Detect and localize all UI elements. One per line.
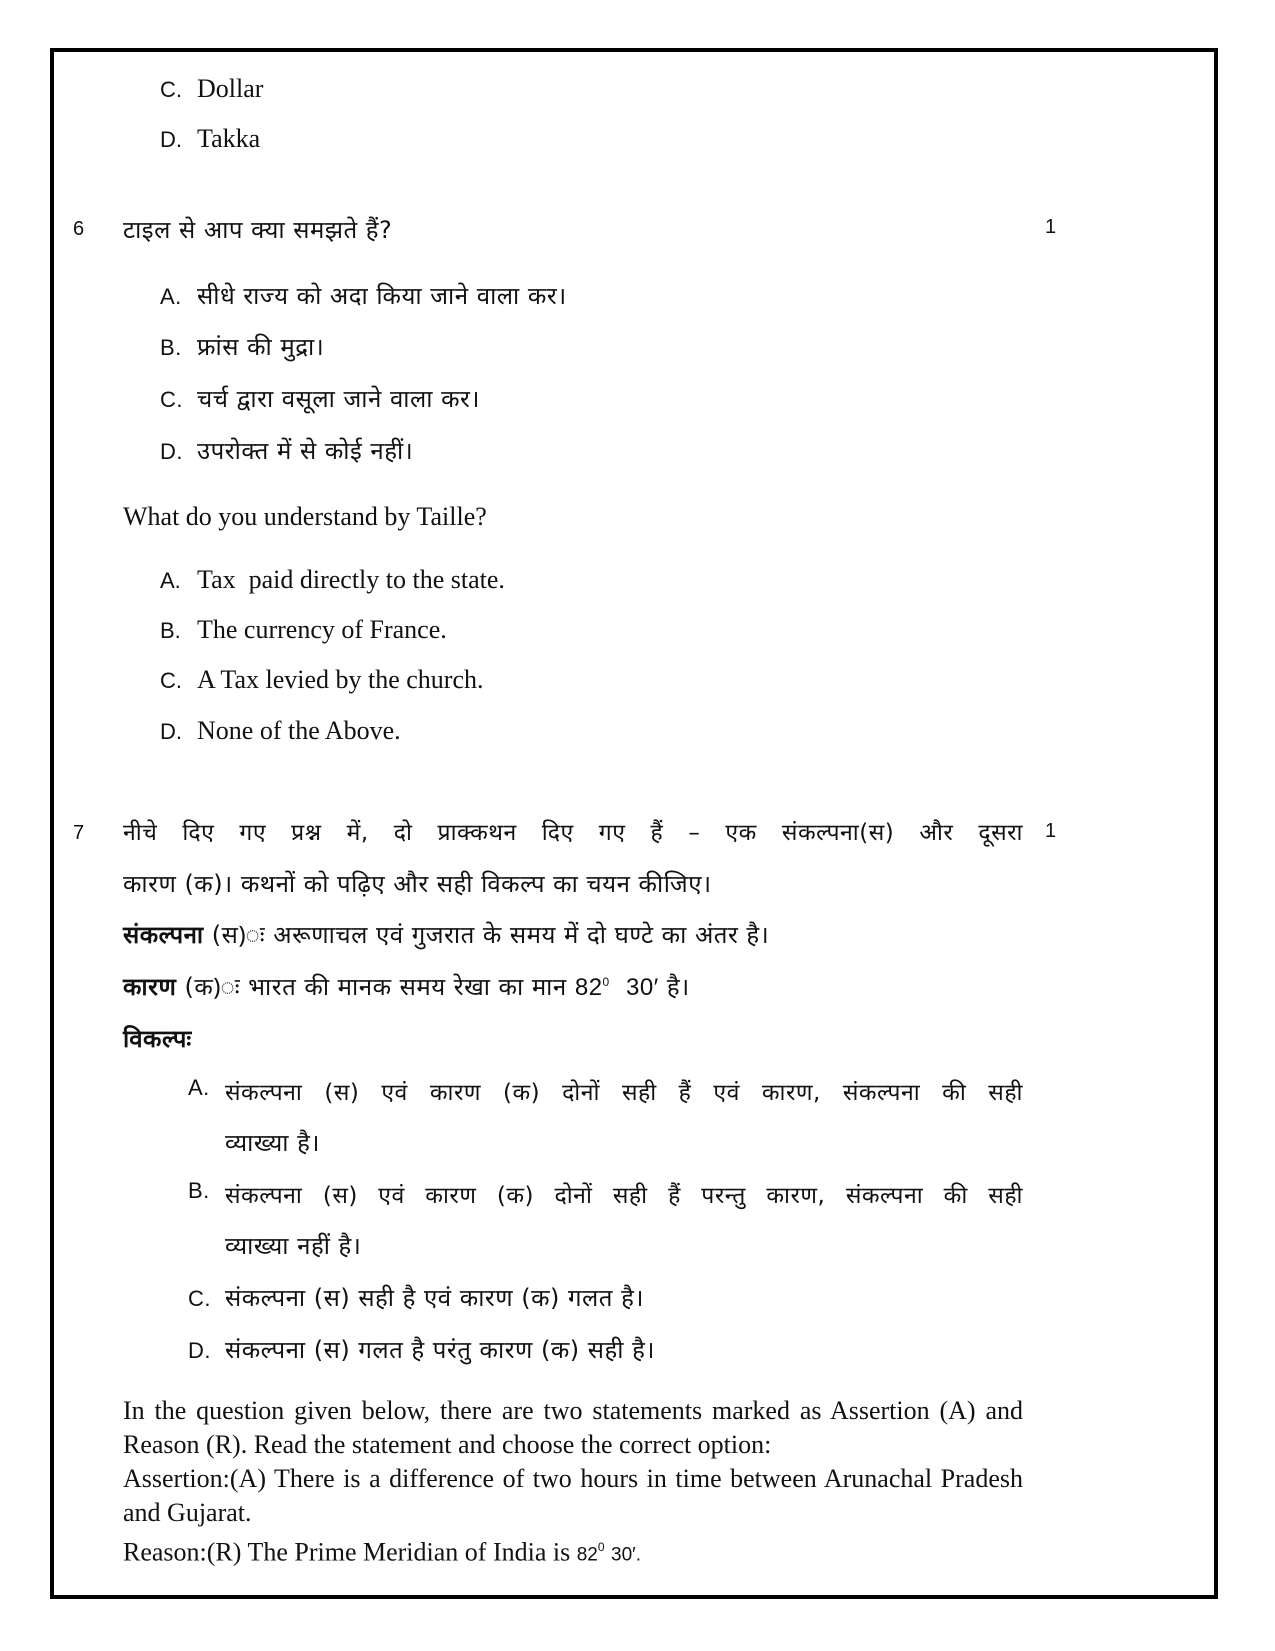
q7-hindi-option-a	[188, 1075, 1023, 1107]
q7-hindi-reason	[123, 970, 690, 1003]
q7-hindi-option-a-cont: व्याख्या है।	[225, 1129, 320, 1157]
degree-symbol: 0	[597, 1540, 605, 1554]
q7-hindi-option-b-cont: व्याख्या नहीं है।	[225, 1232, 362, 1260]
q6-english-option-a	[160, 565, 505, 595]
option-letter: A.	[160, 284, 182, 309]
q6-hindi-question: टाइल से आप क्या समझते हैं?	[123, 216, 393, 244]
q7-hindi-intro-line2: कारण (क)। कथनों को पढ़िए और सही विकल्प का चयन कीजिए।	[123, 870, 712, 898]
q7-hindi-intro-line1: नीचे दिए गए प्रश्न में, दो प्राक्कथन दिए गए हैं – एक संकल्पना(स) और दूसरा	[123, 820, 1023, 846]
q6-english-option-d	[160, 716, 401, 746]
q7-english-assertion: Assertion:(A) There is a difference of two hours in time between Arunachal Pradesh and Gujarat.	[123, 1464, 1023, 1527]
option-text: संकल्पना (स) एवं कारण (क) दोनों सही हैं एवं कारण, संकल्पना की सही	[225, 1080, 1023, 1106]
q7-english-reason	[123, 1530, 1023, 1573]
option-letter: D.	[160, 439, 183, 464]
option-text: Dollar	[197, 74, 264, 103]
option-letter: C.	[160, 387, 183, 412]
reason-label: कारण	[123, 973, 177, 1001]
question-number: 6	[73, 218, 85, 240]
q6-hindi-option-a	[160, 279, 567, 312]
q6-hindi-option-c	[160, 382, 480, 415]
option-text: उपरोक्त में से कोई नहीं।	[197, 437, 414, 465]
q6-hindi-option-b	[160, 330, 324, 363]
q7-hindi-assertion	[123, 918, 769, 951]
q6-english-option-c	[160, 665, 484, 695]
option-letter: C.	[160, 668, 182, 693]
option-text: फ्रांस की मुद्रा।	[197, 333, 325, 361]
reason-text: (क)ः भारत की मानक समय रेखा का मान	[176, 973, 575, 1001]
option-text: A Tax levied by the church.	[197, 665, 484, 694]
option-letter: B.	[160, 618, 181, 643]
option-d-takka	[160, 124, 260, 154]
reason-text-end: है।	[658, 973, 690, 1001]
option-letter: A.	[160, 568, 181, 593]
option-text: सीधे राज्य को अदा किया जाने वाला कर।	[197, 282, 567, 310]
q7-english-text	[123, 1394, 1023, 1573]
option-letter: C.	[160, 77, 182, 102]
option-c-dollar	[160, 74, 263, 104]
q7-hindi-option-c	[188, 1281, 644, 1314]
option-text: चर्च द्वारा वसूला जाने वाला कर।	[197, 385, 480, 413]
option-text: The currency of France.	[197, 615, 447, 644]
option-letter: A.	[188, 1075, 210, 1100]
option-text: संकल्पना (स) एवं कारण (क) दोनों सही हैं परन्तु कारण, संकल्पना की सही	[225, 1183, 1023, 1209]
option-letter: B.	[160, 335, 182, 360]
option-letter: B.	[188, 1178, 210, 1203]
assertion-label: संकल्पना	[123, 921, 204, 949]
option-text: संकल्पना (स) सही है एवं कारण (क) गलत है।	[225, 1284, 644, 1312]
q6-english-option-b	[160, 615, 447, 645]
q6-english-question: What do you understand by Taille?	[123, 502, 487, 531]
question-number: 7	[73, 822, 85, 844]
degree-symbol: 0	[602, 975, 610, 989]
option-letter: C.	[188, 1286, 211, 1311]
q7-options-label: विकल्पः	[123, 1025, 192, 1053]
reason-degree: 82	[576, 1544, 598, 1566]
option-letter: D.	[160, 719, 182, 744]
reason-text: Reason:(R) The Prime Meridian of India is	[123, 1537, 577, 1567]
reason-minutes: 30′.	[611, 1544, 642, 1566]
option-text: संकल्पना (स) गलत है परंतु कारण (क) सही है।	[225, 1336, 655, 1364]
option-letter: D.	[160, 127, 182, 152]
option-text: Tax paid directly to the state.	[197, 565, 505, 594]
reason-degree: 82	[574, 974, 603, 1001]
option-letter: D.	[188, 1338, 211, 1363]
reason-minutes: 30′	[626, 974, 659, 1001]
q6-hindi-option-d	[160, 434, 413, 467]
question-marks: 1	[1045, 216, 1057, 238]
q7-hindi-option-b	[188, 1178, 1023, 1210]
question-marks: 1	[1045, 820, 1057, 842]
option-text: None of the Above.	[197, 716, 401, 745]
q7-english-intro: In the question given below, there are two statements marked as Assertion (A) and Reason (R). Read the statement and choose the correct option:	[123, 1396, 1023, 1459]
option-text: Takka	[197, 124, 261, 153]
assertion-text: (स)ः अरूणाचल एवं गुजरात के समय में दो घण्टे का अंतर है।	[203, 921, 770, 949]
q7-hindi-option-d	[188, 1333, 655, 1366]
